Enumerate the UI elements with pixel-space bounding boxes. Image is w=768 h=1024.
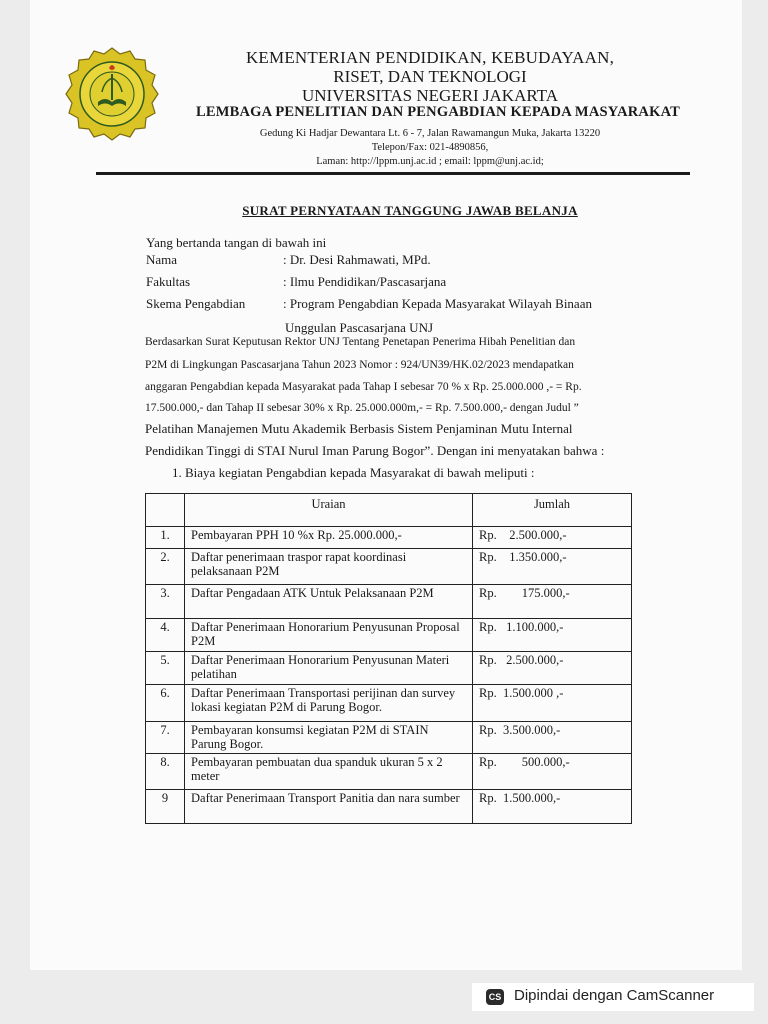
letterhead-phone: Telepon/Fax: 021-4890856, bbox=[371, 142, 489, 153]
camscanner-watermark bbox=[472, 983, 754, 1011]
field-skema-label: Skema Pengabdian bbox=[146, 296, 246, 311]
table-row bbox=[146, 549, 632, 585]
table-header-row bbox=[146, 494, 632, 527]
row-jumlah: Rp. 175.000,- bbox=[473, 585, 632, 619]
intro-text: Yang bertanda tangan di bawah ini bbox=[146, 235, 327, 250]
row-jumlah: Rp. 1.500.000,- bbox=[473, 790, 632, 824]
body-line-5: Pelatihan Manajemen Mutu Akademik Berbasis Sistem Penjaminan Mutu Internal bbox=[145, 421, 573, 436]
field-nama-label: Nama bbox=[146, 252, 178, 267]
row-uraian: Daftar Penerimaan Honorarium Penyusunan Proposal P2M bbox=[185, 619, 473, 652]
row-no: 7. bbox=[146, 722, 185, 754]
body-line-6: Pendidikan Tinggi di STAI Nurul Iman Parung Bogor”. Dengan ini menyatakan bahwa : bbox=[145, 443, 605, 458]
row-uraian: Daftar Penerimaan Transportasi perijinan dan survey lokasi kegiatan P2M di Parung Bogor. bbox=[185, 685, 473, 722]
list-item-1: 1. Biaya kegiatan Pengabdian kepada Masyarakat di bawah meliputi : bbox=[172, 465, 535, 480]
body-line-2: P2M di Lingkungan Pascasarjana Tahun 2023 Nomor : 924/UN39/HK.02/2023 mendapatkan bbox=[145, 359, 574, 371]
row-uraian: Daftar penerimaan traspor rapat koordinasi pelaksanaan P2M bbox=[185, 549, 473, 585]
header-divider bbox=[96, 172, 690, 175]
expense-table bbox=[145, 493, 632, 824]
row-uraian: Daftar Penerimaan Transport Panitia dan nara sumber bbox=[185, 790, 473, 824]
header-jumlah: Jumlah bbox=[473, 494, 632, 527]
document-title: SURAT PERNYATAAN TANGGUNG JAWAB BELANJA bbox=[242, 203, 578, 218]
letterhead-ministry-2: RISET, DAN TEKNOLOGI bbox=[333, 67, 527, 86]
table-row bbox=[146, 790, 632, 824]
body-line-4: 17.500.000,- dan Tahap II sebesar 30% x Rp. 25.000.000m,- = Rp. 7.500.000,- dengan Judul ” bbox=[145, 402, 579, 414]
field-fakultas-value: : Ilmu Pendidikan/Pascasarjana bbox=[283, 274, 447, 289]
row-jumlah: Rp. 2.500.000,- bbox=[473, 527, 632, 549]
unj-logo bbox=[62, 44, 162, 144]
table-row bbox=[146, 754, 632, 790]
header-uraian: Uraian bbox=[185, 494, 473, 527]
row-jumlah: Rp. 2.500.000,- bbox=[473, 652, 632, 685]
row-jumlah: Rp. 1.500.000 ,- bbox=[473, 685, 632, 722]
letterhead-address: Gedung Ki Hadjar Dewantara Lt. 6 - 7, Jalan Rawamangun Muka, Jakarta 13220 bbox=[259, 128, 601, 139]
row-no: 3. bbox=[146, 585, 185, 619]
row-uraian: Daftar Pengadaan ATK Untuk Pelaksanaan P2M bbox=[185, 585, 473, 619]
body-line-1: Berdasarkan Surat Keputusan Rektor UNJ Tentang Penetapan Penerima Hibah Penelitian dan bbox=[145, 336, 576, 348]
letterhead-university: UNIVERSITAS NEGERI JAKARTA bbox=[302, 86, 558, 105]
field-skema-value: : Program Pengabdian Kepada Masyarakat Wilayah Binaan bbox=[283, 296, 592, 311]
table-row bbox=[146, 619, 632, 652]
row-jumlah: Rp. 500.000,- bbox=[473, 754, 632, 790]
camscanner-icon: CS bbox=[486, 989, 504, 1005]
table-row bbox=[146, 685, 632, 722]
row-no: 1. bbox=[146, 527, 185, 549]
table-row bbox=[146, 722, 632, 754]
row-no: 9 bbox=[146, 790, 185, 824]
table-row bbox=[146, 527, 632, 549]
letterhead-ministry: KEMENTERIAN PENDIDIKAN, KEBUDAYAAN, bbox=[245, 48, 615, 67]
row-uraian: Daftar Penerimaan Honorarium Penyusunan Materi pelatihan bbox=[185, 652, 473, 685]
field-skema-value-cont: Unggulan Pascasarjana UNJ bbox=[285, 320, 434, 335]
row-jumlah: Rp. 1.100.000,- bbox=[473, 619, 632, 652]
row-uraian: Pembayaran konsumsi kegiatan P2M di STAIN Parung Bogor. bbox=[185, 722, 473, 754]
field-nama-value: : Dr. Desi Rahmawati, MPd. bbox=[283, 252, 431, 267]
row-jumlah: Rp. 1.350.000,- bbox=[473, 549, 632, 585]
row-no: 2. bbox=[146, 549, 185, 585]
letterhead-institute: LEMBAGA PENELITIAN DAN PENGABDIAN KEPADA MASYARAKAT bbox=[196, 104, 681, 120]
letterhead-web: Laman: http://lppm.unj.ac.id ; email: lppm@unj.ac.id; bbox=[316, 156, 544, 167]
row-no: 4. bbox=[146, 619, 185, 652]
row-jumlah: Rp. 3.500.000,- bbox=[473, 722, 632, 754]
row-no: 8. bbox=[146, 754, 185, 790]
field-fakultas-label: Fakultas bbox=[146, 274, 191, 289]
row-no: 6. bbox=[146, 685, 185, 722]
row-uraian: Pembayaran pembuatan dua spanduk ukuran 5 x 2 meter bbox=[185, 754, 473, 790]
header-no bbox=[146, 494, 185, 527]
body-line-3: anggaran Pengabdian kepada Masyarakat pada Tahap I sebesar 70 % x Rp. 25.000.000 ,- = Rp. bbox=[145, 381, 582, 393]
row-no: 5. bbox=[146, 652, 185, 685]
camscanner-text: Dipindai dengan CamScanner bbox=[514, 987, 715, 1004]
table-row bbox=[146, 652, 632, 685]
row-uraian: Pembayaran PPH 10 %x Rp. 25.000.000,- bbox=[185, 527, 473, 549]
table-row bbox=[146, 585, 632, 619]
